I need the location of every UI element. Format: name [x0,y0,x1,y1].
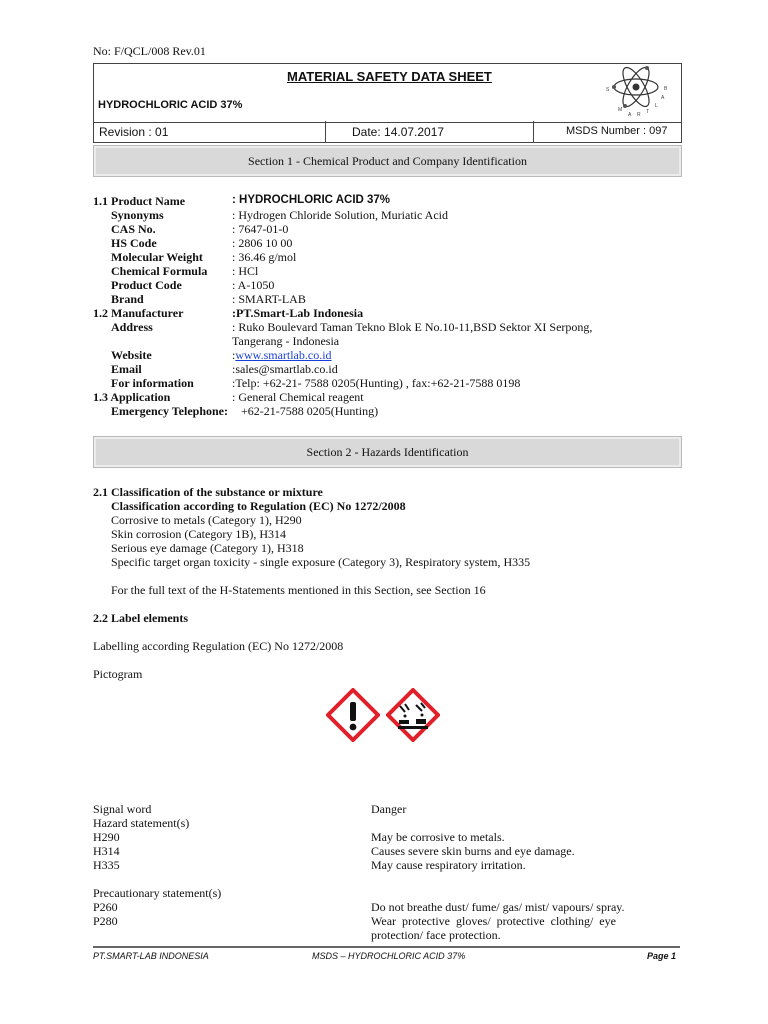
subsection-2-1-title: 2.1 Classification of the substance or mixture [93,485,323,499]
s1-value: +62-21-7588 0205(Hunting) [241,404,379,418]
precaution-code: P260 [93,900,118,914]
corrosion-icon [386,688,440,742]
msds-number: MSDS Number : 097 [566,125,668,137]
footer-divider [93,946,680,948]
product-subtitle: HYDROCHLORIC ACID 37% [98,99,243,111]
pictogram-label: Pictogram [93,667,143,681]
classification-regulation: Classification according to Regulation (EC) No 1272/2008 [111,499,406,513]
s1-label: Molecular Weight [111,250,203,264]
s1-value: : 7647-01-0 [232,222,289,236]
classification-item: Skin corrosion (Category 1B), H314 [111,527,286,541]
website-link[interactable]: www.smartlab.co.id [235,348,332,362]
section-2-heading: Section 2 - Hazards Identification [93,436,682,468]
section-1-heading: Section 1 - Chemical Product and Company Identification [93,145,682,177]
svg-text:A: A [628,112,632,118]
svg-text:A: A [661,95,665,101]
revision-label: Revision : 01 [99,125,169,139]
hazard-text: May cause respiratory irritation. [371,858,526,872]
full-text-note: For the full text of the H-Statements mentioned in this Section, see Section 16 [111,583,486,597]
s1-label: For information [111,376,194,390]
s1-label: HS Code [111,236,157,250]
labelling-text: Labelling according Regulation (EC) No 1272/2008 [93,639,344,653]
s1-label: CAS No. [111,222,156,236]
date-label: Date: 14.07.2017 [352,125,445,139]
precaution-text: Wear protective gloves/ protective clothing/ eye [371,914,616,928]
s1-value: : A-1050 [232,278,275,292]
s1-label: Emergency Telephone: [111,404,228,418]
hazard-code: H335 [93,858,120,872]
website-value [232,348,332,363]
hazard-text: Causes severe skin burns and eye damage. [371,844,575,858]
s1-value: : 2806 10 00 [232,236,293,250]
subsection-2-2-title: 2.2 Label elements [93,611,188,625]
website-prefix: : [232,348,236,362]
svg-text:M: M [618,107,623,113]
precaution-code: P280 [93,914,118,928]
s1-label: Brand [111,292,144,306]
smart-lab-logo [600,61,672,121]
s1-label: Product Code [111,278,182,292]
s1-label: Synonyms [111,208,164,222]
hazard-text: May be corrosive to metals. [371,830,505,844]
document-number: No: F/QCL/008 Rev.01 [93,44,206,58]
footer-company: PT.SMART-LAB INDONESIA [93,951,209,961]
s1-value: :Telp: +62-21- 7588 0205(Hunting) , fax:+62-21-7588 0198 [232,376,521,390]
signal-word-label: Signal word [93,802,152,816]
atom-logo-icon [600,61,672,121]
s1-value: : SMART-LAB [232,292,306,306]
s1-label: 1.2 Manufacturer [93,306,184,320]
svg-text:L: L [655,103,658,109]
s1-label: 1.3 Application [93,390,171,404]
s1-value: :PT.Smart-Lab Indonesia [232,306,364,320]
signal-word-value: Danger [371,802,407,816]
svg-text:S: S [606,87,610,93]
exclamation-mark-icon [326,688,380,742]
s1-label: Chemical Formula [111,264,208,278]
hazard-statements-label: Hazard statement(s) [93,816,190,830]
s1-value: : 36.46 g/mol [232,250,297,264]
footer-page-number: Page 1 [647,951,677,961]
s1-label: 1.1 Product Name [93,194,186,208]
svg-text:R: R [637,112,641,118]
s1-value: Tangerang - Indonesia [232,334,340,348]
s1-value: :sales@smartlab.co.id [232,362,338,376]
svg-text:B: B [664,86,668,92]
classification-item: Specific target organ toxicity - single exposure (Category 3), Respiratory system, H335 [111,555,531,569]
precautionary-statements-label: Precautionary statement(s) [93,886,222,900]
precaution-text-continued: protection/ face protection. [371,928,501,942]
classification-item: Corrosive to metals (Category 1), H290 [111,513,302,527]
classification-item: Serious eye damage (Category 1), H318 [111,541,304,555]
s1-value: : Hydrogen Chloride Solution, Muriatic Acid [232,208,448,222]
svg-text:T: T [646,109,650,115]
s1-label: Website [111,348,152,362]
document-title: MATERIAL SAFETY DATA SHEET [287,69,492,84]
footer-document: MSDS – HYDROCHLORIC ACID 37% [312,951,466,961]
s1-value: : General Chemical reagent [232,390,364,404]
s1-value: : Ruko Boulevard Taman Tekno Blok E No.10-11,BSD Sektor XI Serpong, [232,320,593,334]
s1-label: Email [111,362,142,376]
s1-label: Address [111,320,153,334]
hazard-code: H290 [93,830,120,844]
precaution-text: Do not breathe dust/ fume/ gas/ mist/ vapours/ spray. [371,900,625,914]
s1-value: : HYDROCHLORIC ACID 37% [232,194,391,206]
hazard-code: H314 [93,844,120,858]
s1-value: : HCl [232,264,259,278]
